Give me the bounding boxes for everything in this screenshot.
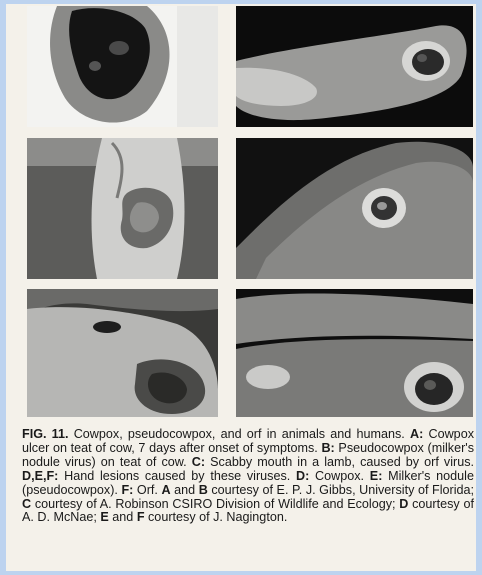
photo-hand-lesion-cowpox bbox=[236, 6, 473, 127]
credit-tag: F bbox=[136, 510, 145, 525]
credit-tag: C bbox=[22, 496, 32, 511]
figure-label: FIG. 11. bbox=[22, 427, 69, 441]
document-page bbox=[6, 4, 476, 571]
caption-text: Milker's nodule (pseudocowpox). bbox=[22, 468, 474, 497]
caption-tag: D: bbox=[296, 468, 310, 483]
credit-text: and bbox=[170, 482, 199, 497]
credit-text: courtesy of J. Nagington. bbox=[144, 510, 288, 525]
photo-pseudocowpox-teat bbox=[27, 138, 218, 279]
caption-intro: Cowpox, pseudocowpox, and orf in animals and humans. bbox=[68, 427, 410, 441]
photo-cow-teat-ulcer bbox=[27, 6, 218, 127]
caption-tag: F: bbox=[121, 482, 134, 497]
credit-text: courtesy of A. D. McNae; bbox=[22, 496, 474, 525]
credit-text: courtesy of A. Robinson CSIRO Division of Wildlife and Ecology; bbox=[31, 496, 400, 511]
caption-tag: E: bbox=[369, 468, 383, 483]
caption-tag: D,E,F: bbox=[22, 468, 59, 483]
photo-orf-hand-lesion bbox=[236, 289, 473, 417]
caption-text: Scabby mouth in a lamb, caused by orf virus. bbox=[205, 454, 474, 469]
caption-text: Hand lesions caused by these viruses. bbox=[58, 468, 297, 483]
caption-text: Cowpox ulcer on teat of cow, 7 days after onset of symptoms. bbox=[22, 427, 474, 455]
caption-text: Pseudocowpox (milker's nodule virus) on teat of cow. bbox=[22, 440, 474, 469]
caption-text: Cowpox. bbox=[309, 468, 370, 483]
caption-tag: C: bbox=[191, 454, 206, 469]
caption-tag: B: bbox=[321, 440, 335, 455]
credit-tag: E bbox=[100, 510, 109, 525]
caption-text: Orf. bbox=[133, 482, 162, 497]
figure-caption bbox=[22, 428, 474, 525]
credit-tag: D bbox=[399, 496, 409, 511]
caption-tag: A: bbox=[410, 427, 424, 441]
photo-milkers-nodule bbox=[236, 138, 473, 279]
credit-text: courtesy of E. P. J. Gibbs, University of Florida; bbox=[207, 482, 474, 497]
credit-tag: A bbox=[161, 482, 171, 497]
credit-text: and bbox=[108, 510, 137, 525]
credit-tag: B bbox=[198, 482, 208, 497]
photo-lamb-scabby-mouth bbox=[27, 289, 218, 417]
